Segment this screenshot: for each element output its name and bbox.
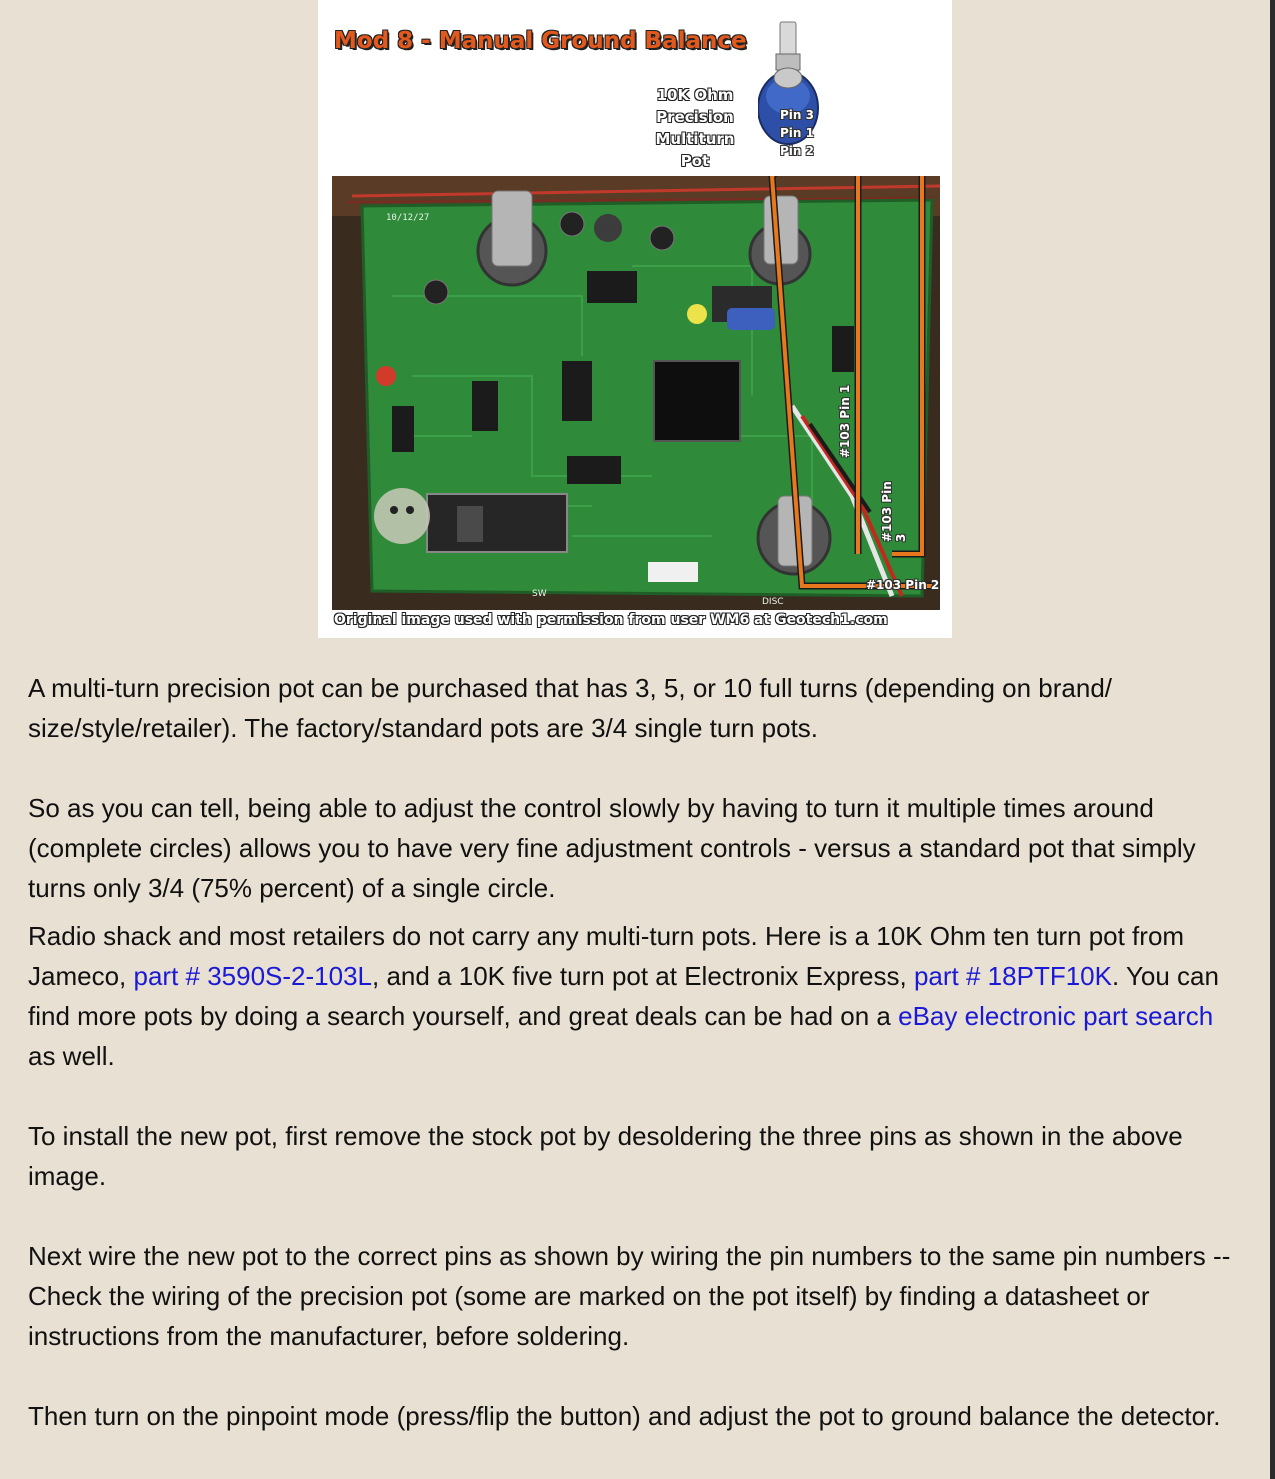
pot-label-line: Pot	[680, 152, 710, 170]
pot-label-line: Multiturn	[655, 130, 735, 148]
text-span: , and a 10K five turn pot at Electronix Express,	[372, 961, 914, 991]
electronix-express-part-link[interactable]: part # 18PTF10K	[913, 961, 1112, 991]
pot-pin-label: Pin 2	[780, 144, 814, 158]
svg-text:10/12/27: 10/12/27	[386, 213, 430, 223]
pot-label-line: 10K Ohm	[656, 86, 734, 104]
paragraph-fine-adjustment: So as you can tell, being able to adjust the control slowly by having to turn it multiple times around (complete circles) allows you to have very fine adjustment controls - versus a standard pot that simply turns only 3/4 (75% percent) of a single circle.	[28, 793, 1196, 903]
figure-title: Mod 8 - Manual Ground Balance	[334, 28, 747, 54]
svg-text:SW: SW	[532, 589, 547, 599]
text-span: as well.	[28, 1041, 115, 1071]
jameco-part-link[interactable]: part # 3590S-2-103L	[133, 961, 373, 991]
mod-8-figure	[318, 0, 952, 638]
text-span: . You can find more pots by doing a search yourself, and great deals can be had on a	[28, 961, 1219, 1031]
paragraph-wire-new-pot: Next wire the new pot to the correct pins as shown by wiring the pin numbers to the same pin numbers -- Check the wiring of the precision pot (some are marked on the pot itself) by finding a datasheet or instructions from the manufacturer, before soldering.	[28, 1241, 1231, 1351]
board-pin-label: #103 Pin 2	[866, 578, 940, 592]
paragraph-where-to-buy	[28, 916, 1246, 1076]
paragraph-remove-stock-pot: To install the new pot, first remove the stock pot by desoldering the three pins as shown in the above image.	[28, 1121, 1183, 1191]
pot-pin-label: Pin 1	[780, 126, 814, 140]
pot-label	[640, 84, 750, 172]
paragraph-ground-balance: Then turn on the pinpoint mode (press/flip the button) and adjust the pot to ground balance the detector.	[28, 1401, 1221, 1431]
article-body	[28, 668, 1246, 1436]
text-span: Radio shack and most retailers do not carry any multi-turn pots. Here is a 10K Ohm ten turn pot from Jameco,	[28, 921, 1185, 991]
page-frame-edge	[1270, 0, 1275, 1479]
pot-label-line: Precision	[656, 108, 734, 126]
image-credit: Original image used with permission from user WM6 at Geotech1.com	[334, 612, 888, 628]
ebay-search-link[interactable]: eBay electronic part search	[898, 1001, 1214, 1031]
board-pin-label: #103 Pin 1	[838, 384, 852, 458]
paragraph-multiturn-intro: A multi-turn precision pot can be purchased that has 3, 5, or 10 full turns (depending on brand/ size/style/retailer). The factory/standard pots are 3/4 single turn pots.	[28, 673, 1113, 743]
board-pin-label: #103 Pin 3	[880, 481, 908, 542]
svg-text:DISC: DISC	[762, 597, 784, 607]
pot-pin-label: Pin 3	[780, 108, 814, 122]
